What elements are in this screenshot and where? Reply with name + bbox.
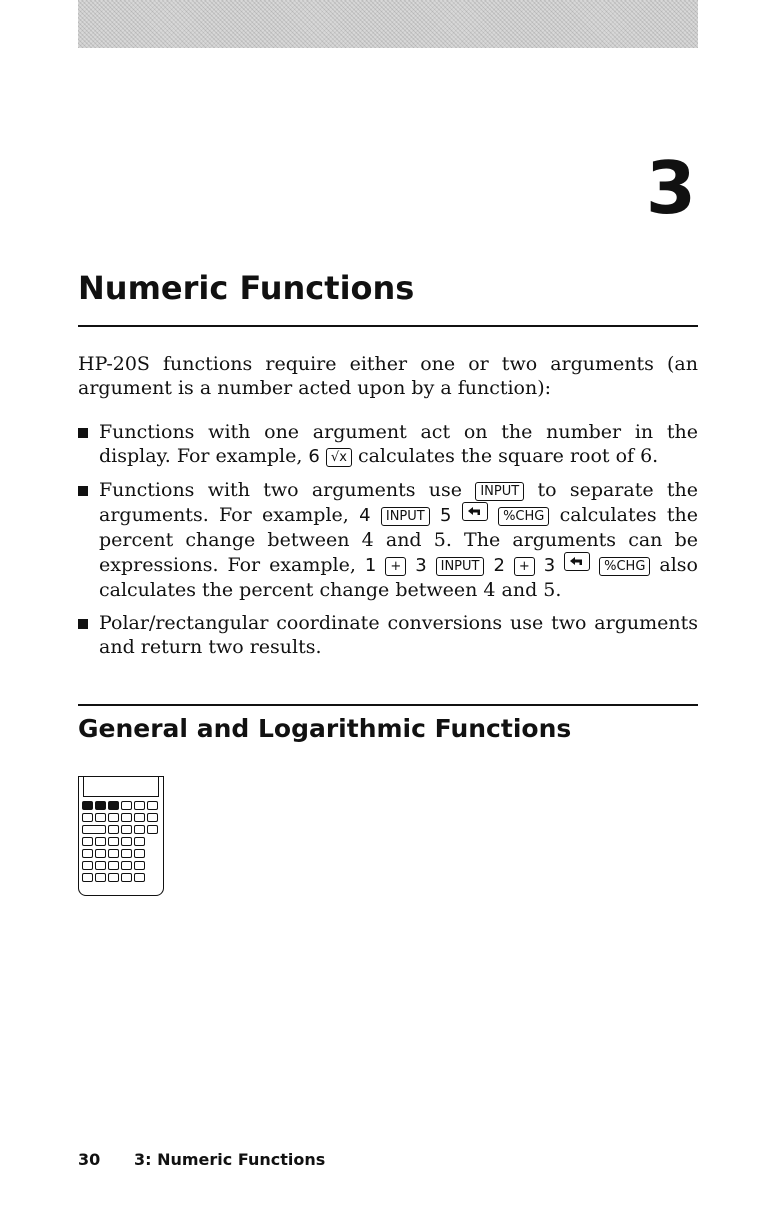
calculator-key	[134, 873, 145, 882]
calculator-key	[95, 849, 106, 858]
calculator-key	[147, 813, 158, 822]
number-entry: 5	[440, 505, 452, 526]
number-entry: 4	[359, 505, 371, 526]
number-entry: 3	[415, 555, 427, 576]
bullet-text: Polar/rectangular coordinate conversions use two arguments and return two results.	[99, 612, 698, 658]
page-footer	[78, 1150, 325, 1169]
calculator-key	[121, 873, 132, 882]
calculator-key	[108, 849, 119, 858]
calculator-key	[147, 801, 158, 810]
bullet-text: calculates the percent change between 4 and 5. The arguments can be expressions. For example,	[99, 504, 699, 576]
calculator-icon	[78, 776, 164, 896]
calculator-key-row	[82, 861, 160, 870]
chapter-number: 3	[645, 146, 696, 230]
calculator-key-row	[82, 813, 160, 822]
percent-change-key: %CHG	[498, 507, 549, 526]
calculator-key	[82, 873, 93, 882]
left-shift-arrow-icon	[564, 552, 590, 571]
calculator-key-row	[82, 801, 160, 810]
calculator-key	[95, 813, 106, 822]
calculator-key-row	[82, 873, 160, 882]
running-title: 3: Numeric Functions	[134, 1150, 326, 1169]
calculator-key-row	[82, 849, 160, 858]
calculator-key-row	[82, 825, 160, 834]
bullet-square-icon	[78, 428, 88, 438]
calculator-key	[82, 813, 93, 822]
intro-paragraph: HP-20S functions require either one or two arguments (an argument is a number acted upon by a function):	[78, 353, 698, 399]
page-number: 30	[78, 1150, 101, 1169]
calculator-key	[108, 825, 119, 834]
plus-key: +	[385, 557, 406, 576]
calculator-key	[134, 837, 145, 846]
bullet-text: Functions with two arguments use	[99, 479, 476, 501]
calculator-key	[95, 873, 106, 882]
left-shift-arrow-icon	[462, 502, 488, 521]
calculator-key	[82, 801, 93, 810]
calculator-key	[121, 813, 132, 822]
calculator-key	[121, 861, 132, 870]
bullet-square-icon	[78, 619, 88, 629]
list-item	[78, 420, 698, 469]
calculator-display	[83, 776, 159, 797]
calculator-key	[108, 801, 119, 810]
calculator-key	[82, 861, 93, 870]
input-key: INPUT	[436, 557, 485, 576]
calculator-key	[82, 837, 93, 846]
calculator-key	[95, 837, 106, 846]
calculator-key	[108, 873, 119, 882]
list-item	[78, 478, 698, 602]
calculator-key	[108, 861, 119, 870]
title-rule	[78, 325, 698, 327]
calculator-key	[121, 825, 132, 834]
calculator-key	[95, 861, 106, 870]
input-key: INPUT	[475, 482, 524, 501]
percent-change-key: %CHG	[599, 557, 650, 576]
calculator-key	[121, 849, 132, 858]
calculator-key	[134, 861, 145, 870]
calculator-key	[147, 825, 158, 834]
calculator-key	[121, 801, 132, 810]
chapter-title: Numeric Functions	[78, 269, 415, 307]
calculator-key	[82, 849, 93, 858]
number-entry: 6	[308, 446, 320, 467]
section-title: General and Logarithmic Functions	[78, 714, 572, 743]
calculator-key	[108, 813, 119, 822]
bullet-list	[78, 420, 698, 668]
plus-key: +	[514, 557, 535, 576]
calculator-key	[134, 813, 145, 822]
bullet-text: also calculates the percent change between 4 and 5.	[99, 554, 698, 601]
calculator-keypad	[82, 801, 160, 885]
bullet-text: to separate the arguments. For example,	[99, 479, 698, 526]
list-item	[78, 611, 698, 659]
calculator-key	[134, 825, 145, 834]
number-entry: 1	[364, 555, 377, 576]
calculator-key-row	[82, 837, 160, 846]
bullet-square-icon	[78, 486, 88, 496]
calculator-key	[121, 837, 132, 846]
number-entry: 3	[543, 555, 556, 576]
section-rule	[78, 704, 698, 706]
header-shaded-band	[78, 0, 698, 48]
calculator-key	[95, 801, 106, 810]
calculator-key	[82, 825, 106, 834]
calculator-key	[108, 837, 119, 846]
calculator-key	[134, 849, 145, 858]
sqrt-key: √x	[326, 448, 352, 467]
input-key: INPUT	[381, 507, 430, 526]
calculator-key	[134, 801, 145, 810]
number-entry: 2	[493, 555, 505, 576]
bullet-text: Functions with one argument act on the number in the display. For example,	[99, 421, 698, 467]
bullet-text: calculates the square root of 6.	[351, 445, 659, 467]
